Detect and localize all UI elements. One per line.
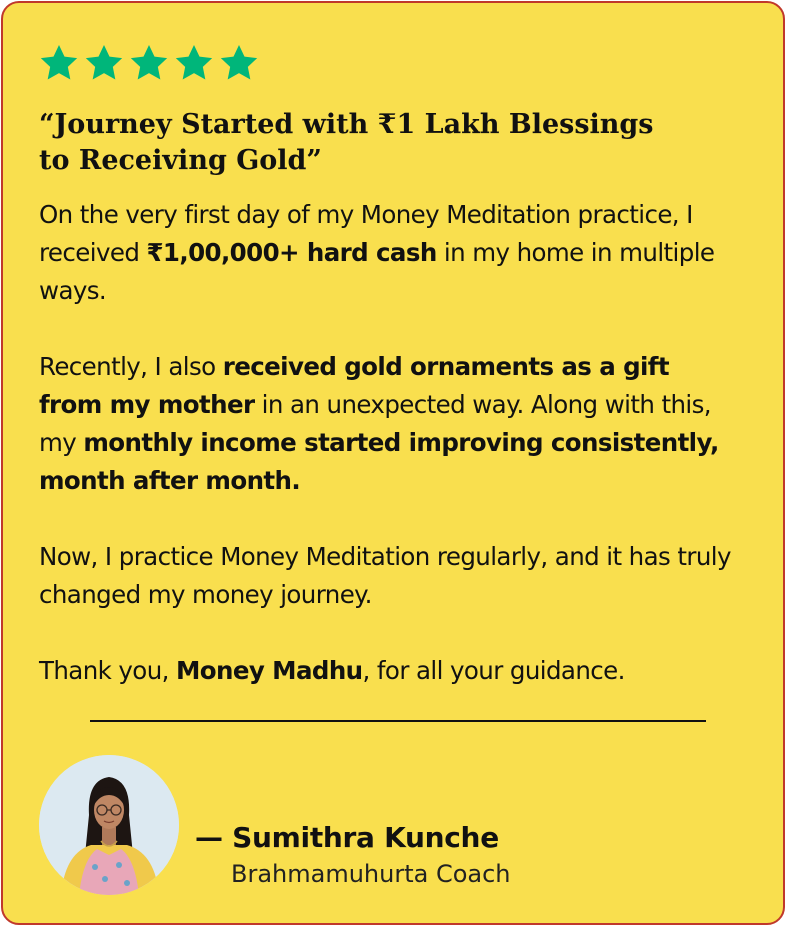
p4-text-2: , for all your guidance. — [362, 656, 625, 685]
paragraph-4 — [39, 652, 739, 690]
author-name: — Sumithra Kunche — [195, 821, 499, 854]
p4-highlight: Money Madhu — [176, 656, 363, 685]
testimonial-body — [39, 196, 739, 690]
author-role: Brahmamuhurta Coach — [231, 860, 511, 888]
paragraph-1 — [39, 196, 739, 310]
p1-highlight: ₹1,00,000+ hard cash — [146, 238, 437, 267]
title-line-2: to Receiving Gold” — [39, 145, 322, 176]
star-icon — [174, 43, 214, 83]
testimonial-title — [39, 107, 719, 179]
star-icon — [129, 43, 169, 83]
p1-text-1: On the very first day of my Money Meditation practice, I received — [39, 200, 693, 267]
title-line-1: “Journey Started with ₹1 Lakh Blessings — [39, 109, 654, 140]
testimonial-card — [1, 1, 785, 925]
avatar — [39, 755, 179, 895]
p2-text-2: in an unexpected way. Along with this, my — [39, 390, 711, 457]
p2-text-1: Recently, I also — [39, 352, 223, 381]
p3-text-1: Now, I practice Money Meditation regularly, and it has truly changed my money journey. — [39, 542, 731, 609]
paragraph-3 — [39, 538, 739, 614]
paragraph-2 — [39, 348, 739, 500]
star-icon — [39, 43, 79, 83]
star-icon — [219, 43, 259, 83]
p1-text-2: in my home in multiple ways. — [39, 238, 715, 305]
p4-text-1: Thank you, — [39, 656, 177, 685]
p2-highlight-1: received gold ornaments as a gift from my mother — [39, 352, 669, 419]
p2-highlight-2: monthly income started improving consistently, month after month. — [39, 428, 719, 495]
divider — [90, 720, 706, 722]
star-rating — [39, 43, 259, 83]
star-icon — [84, 43, 124, 83]
